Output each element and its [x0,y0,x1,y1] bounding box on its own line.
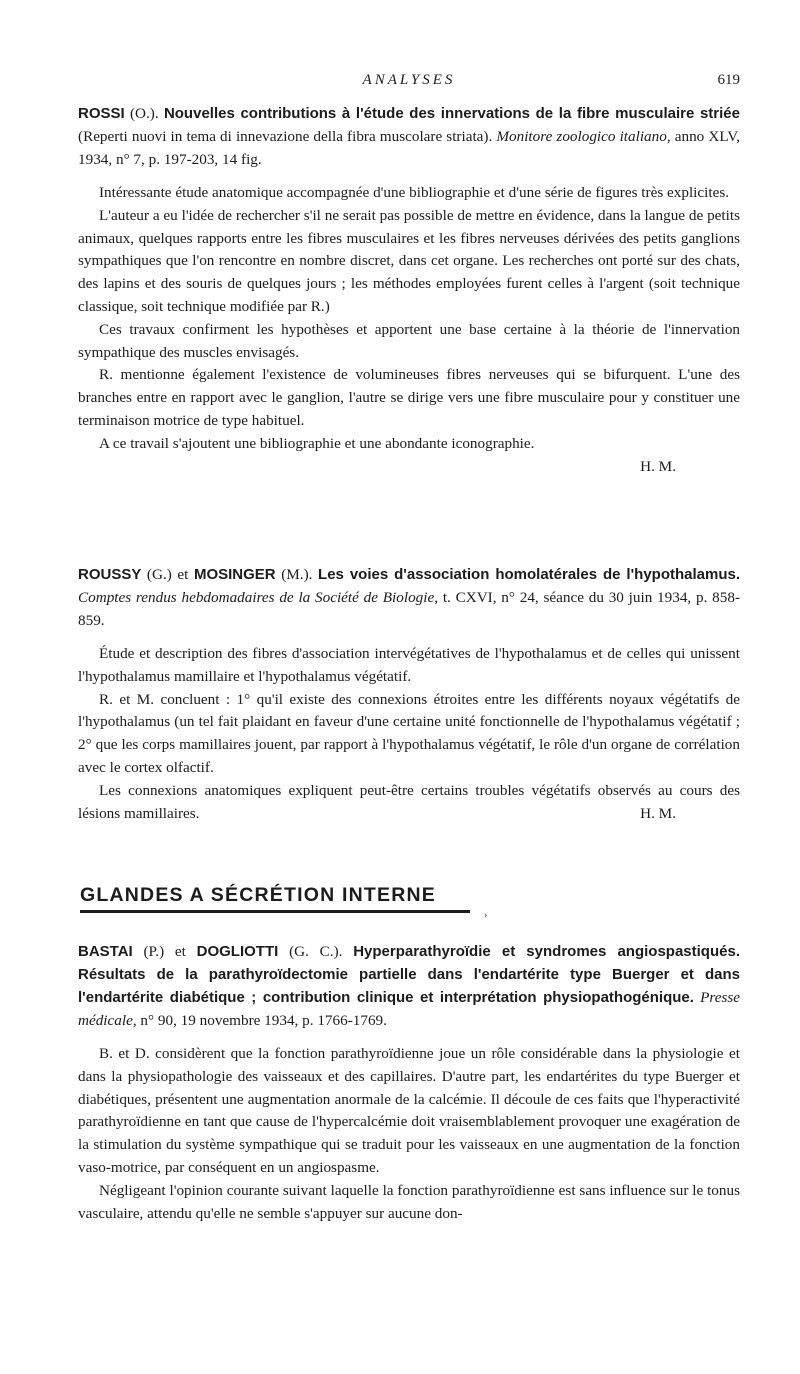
citation: anno XLV, 1934, n° 7, p. 197-203, 14 fig. [78,128,741,168]
citation: t. CXVI, n° 24, séance du 30 juin 1934, p. 858-859. [78,589,741,629]
original-title: Reperti nuovi in tema di innevazione della fibra muscolare striata [83,128,484,145]
author-initials: G. C. [294,943,334,960]
abstract-rossi [78,102,740,478]
section-underline [80,910,470,913]
paragraph: Ces travaux confirment les hypothèses et apportent une base certaine à la théorie de l'innervation sympathique des muscles envisagés. [78,320,740,361]
author-initials: P. [148,943,160,960]
journal-source: Comptes rendus hebdomadaires de la Société de Biologie [78,589,435,606]
author-name: ROUSSY [78,566,142,583]
author-name: MOSINGER [193,566,276,583]
paragraph: Étude et description des fibres d'association intervégétatives de l'hypothalamus et de celles qui unissent l'hypothalamus mamillaire et l'hypothalamus végétatif. [78,645,740,685]
paragraph: Négligeant l'opinion courante suivant laquelle la fonction parathyroïdienne est sans influence sur le tonus vasculaire, attendu qu'elle ne semble s'appuyer sur aucune don- [78,1181,740,1222]
entry-heading: ROSSI (O.). Nouvelles contributions à l'étude des innervations de la fibre musculaire striée (Reperti nuovi in tema di innevazione della fibra muscolare striata). Monitore zoologico italiano, anno XLV, 1934, n° 7, p. 197-203, 14 fig. [78,105,741,168]
arrow-mark-icon: › [484,910,488,921]
section-heading [80,884,500,921]
running-head [78,72,740,96]
abstract-bastai-dogliotti [78,940,740,1225]
running-title: ANALYSES [362,72,456,88]
reviewer-signature: H. M. [640,457,676,475]
article-title: Nouvelles contributions à l'étude des innervations de la fibre musculaire striée [163,105,740,122]
author-connector: et [174,943,186,960]
paragraph: Les connexions anatomiques expliquent peut-être certains troubles végétatifs observés au cours des lésions mamillaires. [78,781,740,822]
entry-heading: ROUSSY (G.) et MOSINGER (M.). Les voies d'association homolatérales de l'hypothalamus. Comptes rendus hebdomadaires de la Société de Biologie, t. CXVI, n° 24, séance du 30 juin 1934, p. 858-859. [78,566,741,629]
article-title: Hyperparathyroïdie et syndromes angiospastiqués. Résultats de la parathyroïdectomie partielle dans l'endartérite type Buerger et dans l'endartérite diabétique ; contribution clinique et interprétation physiopathogénique. [78,943,740,1006]
paragraph: R. et M. concluent : 1° qu'il existe des connexions étroites entre les différents noyaux végétatifs de l'hypothalamus (un tel fait plaidant en faveur d'une certaine unité fonctionnelle de l'hypothalamus végétatif ; 2° que les corps mamillaires jouent, par rapport à l'hypothalamus végétatif, le rôle d'un organe de corrélation avec le cortex olfactif. [78,690,740,776]
author-name: BASTAI [78,943,133,960]
paragraph: Intéressante étude anatomique accompagnée d'une bibliographie et d'une série de figures très explicites. [99,184,730,201]
citation: n° 90, 19 novembre 1934, p. 1766-1769. [140,1012,387,1029]
author-name: DOGLIOTTI [196,943,279,960]
paragraph: L'auteur a eu l'idée de rechercher s'il ne serait pas possible de mettre en évidence, dans la langue de petits animaux, quelques rapports entre les fibres musculaires et les fibres nerveuses dérivées des petits ganglions sympathiques que l'on rencontre en nombre discret, dans cet organe. Les recherches ont porté sur des chats, des lapins et des souris de quelques jours ; les méthodes employées furent celles à l'argent (soit technique classique, soit technique modifiée par R.) [78,206,740,315]
page-number: 619 [717,72,740,88]
entry-heading: BASTAI (P.) et DOGLIOTTI (G. C.). Hyperparathyroïdie et syndromes angiospastiqués. Résultats de la parathyroïdectomie partielle dans l'endartérite type Buerger et dans l'endartérite diabétique ; contribution clinique et interprétation physiopathogénique. Presse médicale, n° 90, 19 novembre 1934, p. 1766-1769. [78,943,741,1029]
author-initials: O. [135,105,150,122]
journal-source: Presse médicale [78,989,741,1029]
journal-source: Monitore zoologico italiano [496,128,667,145]
author-name: ROSSI [78,105,125,122]
author-initials: G. [152,566,167,583]
paragraph: R. mentionne également l'existence de volumineuses fibres nerveuses qui se bifurquent. L'une des branches entre en rapport avec le ganglion, l'autre se dirige vers une fibre musculaire pour y constituer une terminaison motrice de type habituel. [78,366,740,429]
abstract-roussy-mosinger [78,563,740,825]
reviewer-signature: H. M. [640,804,676,822]
paragraph: A ce travail s'ajoutent une bibliographie et une abondante iconographie. [99,434,535,452]
paragraph: B. et D. considèrent que la fonction parathyroïdienne joue un rôle considérable dans la physiologie et dans la physiopathologie des vaisseaux et des capillaires. D'autre part, les endartérites du type Buerger et diabétiques, présentent une augmentation anormale de la calcémie. Il découle de ces faits que l'hyperactivité parathyroïdienne en tant que cause de l'hypercalcémie doit vraisemblablement provoquer une exagération de la stimulation du système sympathique qui se traduit pour les vaisseaux en une augmentation de la fonction vaso-motrice, par conséquent en un angiospasme. [78,1045,740,1176]
article-title: Les voies d'association homolatérales de l'hypothalamus. [318,566,741,583]
section-title: GLANDES A SÉCRÉTION INTERNE [80,884,436,906]
author-initials: M. [286,566,304,583]
author-connector: et [177,566,189,583]
